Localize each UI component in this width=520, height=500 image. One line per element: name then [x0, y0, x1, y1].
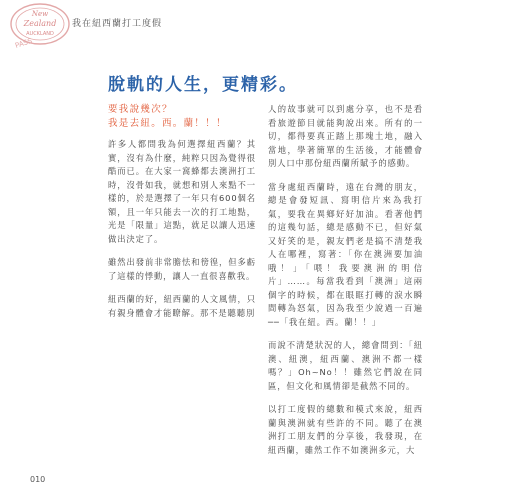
- stamp-text-pass: PASS: [14, 36, 34, 50]
- left-column: [108, 103, 256, 330]
- passport-stamp: [6, 2, 82, 52]
- right-paragraph-3: 而說不清楚狀況的人，總會問到：「紐澳、紐澳，紐西蘭、澳洲不都一樣嗎？」Oh~No！！雖然它們說在同區，但文化和風情卻是截然不同的。: [268, 340, 423, 391]
- running-header: 我在紐西蘭打工度假: [72, 19, 163, 29]
- question-line-1: 要我說幾次？: [108, 104, 173, 115]
- left-paragraph-2: 雖然出發前非常膽怯和徬徨，但多虧了這樣的悸動，讓人一直很喜歡我。: [108, 257, 256, 281]
- left-paragraph-1: 許多人都問我為何選擇紐西蘭？其實，沒有為什麼，純粹只因為覺得很酷而已。在大家一窩蜂都去澳洲打工時，沒骨如我，就想和別人來點不一樣的，於是選擇了一年只有600個名額，且一年只能去一次的打工地點，光是「限量」這點，就足以讓人迅速做出決定了。: [108, 139, 256, 244]
- question-line-2: 我是去紐。西。蘭！！！: [108, 117, 227, 129]
- stamp-text-new: New: [31, 10, 49, 18]
- pull-question: [108, 103, 256, 130]
- right-paragraph-1: 人的故事就可以到處分享，也不是看看旅遊節目就能夠說出來。所有的一切，都得要真正踏上那塊土地，融入當地，學著簡單的生活後，才能體會別人口中那份紐西蘭所賦予的感動。: [268, 104, 423, 168]
- left-paragraph-3: 紐西蘭的好，紐西蘭的人文風情，只有親身體會才能瞭解。那不是聽聽別: [108, 294, 256, 318]
- page-number: 010: [30, 475, 46, 484]
- stamp-text-auckland: AUCKLAND: [26, 31, 54, 37]
- chapter-headline: 脫軌的人生，更精彩。: [108, 75, 298, 95]
- right-paragraph-2: 當身處紐西蘭時，遠在台灣的朋友，總是會發短訊、寫明信片來為我打氣，要我在異鄉好好加油。看著他們的這幾句話，總是感動不已，但好氣又好笑的是，親友們老是搞不清楚我人在哪裡，寫著：「你在澳洲要加油哦！」「喂！我要澳洲的明信片」……。每當我看到「澳洲」這兩個字的時候，都在眼眶打轉的淚水瞬間轉為怒氣，因為我至少說過一百遍──「我在紐。西。蘭！！」: [268, 181, 423, 327]
- right-column: [268, 103, 423, 467]
- right-paragraph-4: 以打工度假的總數和模式來說，紐西蘭與澳洲就有些許的不同。聽了在澳洲打工朋友們的分享後，我發現，在紐西蘭，雖然工作不如澳洲多元，大: [268, 404, 423, 455]
- stamp-text-zealand: Zealand: [23, 19, 57, 28]
